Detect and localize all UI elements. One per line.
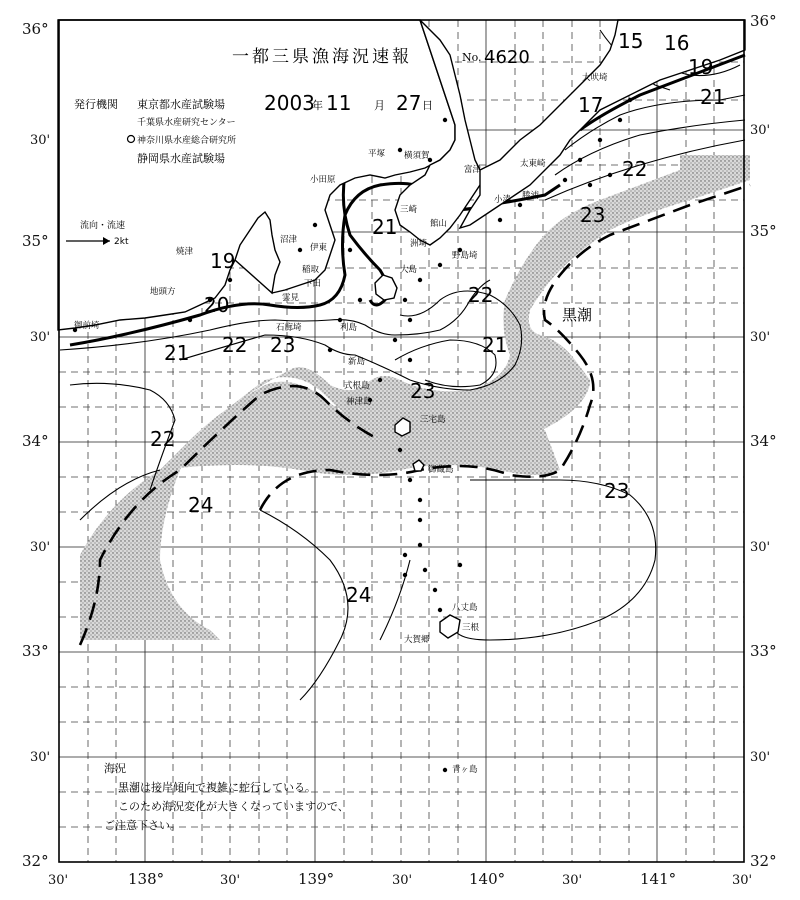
isotherm-label: 23 [604,479,630,503]
isotherm-label: 22 [468,283,494,307]
place-name: 三崎 [400,205,418,215]
lon-label: 30' [562,873,583,888]
isotherm-label: 22 [622,157,648,181]
isotherm-label: 23 [270,333,296,357]
place-name: 青ヶ島 [452,765,478,775]
place-name: 地頭方 [150,287,176,297]
lon-label: 30' [48,873,69,888]
place-name: 太東崎 [520,159,546,169]
lat-axis-left [22,20,50,870]
place-name: 神津島 [346,397,372,407]
place-name: 横須賀 [404,151,430,161]
lat-left-label: 30' [30,540,51,555]
place-name: 石廊埼 [276,323,302,333]
place-name: 小田原 [310,175,336,185]
isotherm-label: 21 [164,341,190,365]
place-name: 大島 [400,265,418,275]
lon-axis-bottom [48,870,752,888]
place-name: 新島 [348,357,366,367]
lon-label: 139° [298,870,335,888]
issue-prefix: No. [462,51,482,64]
place-name: 伊東 [310,243,328,253]
place-name: 勝浦 [522,191,540,201]
isotherm-label: 23 [410,379,436,403]
lon-label: 141° [640,870,677,888]
place-name: 稲取 [302,265,320,275]
place-name: 御蔵島 [428,465,454,475]
place-name: 野島埼 [452,251,478,261]
isotherm-label: 21 [700,85,726,109]
place-name: 三根 [462,623,480,633]
date-month: 11 [326,91,352,115]
current-legend-label: 流向・流速 [80,221,126,231]
date-year-unit: 年 [312,99,323,112]
isotherm-label: 15 [618,29,644,53]
notes-line: このため海況変化が大きくなっていますので、 [118,800,349,813]
lat-right-label: 33° [750,642,777,660]
place-name: 小湊 [494,195,512,205]
lon-label: 30' [392,873,413,888]
lat-left-label: 30' [30,750,51,765]
lat-right-label: 30' [750,330,771,345]
isotherm-label: 20 [204,293,230,317]
lat-left-label: 30' [30,133,51,148]
lat-right-label: 32° [750,852,777,870]
isotherm-label: 21 [482,333,508,357]
land-oshima [375,275,397,300]
place-name: 三宅島 [420,415,446,425]
place-name: 平塚 [368,149,386,159]
place-name: 利島 [340,323,358,333]
issuer-chiba: 千葉県水産研究センター [137,118,236,128]
place-name: 下田 [304,279,322,289]
place-name: 雲見 [282,293,300,303]
lat-left-label: 30' [30,330,51,345]
lon-label: 30' [220,873,241,888]
isotherm-label: 19 [688,55,714,79]
lat-left-label: 33° [22,642,49,660]
lat-right-label: 30' [750,540,771,555]
lat-right-label: 30' [750,750,771,765]
isotherm-label: 17 [578,93,604,117]
lat-right-label: 35° [750,222,777,240]
date-month-unit: 月 [374,99,385,112]
issuer-shizuoka: 静岡県水産試験場 [137,152,225,165]
place-name: 御前埼 [74,321,100,331]
notes-line: ご注意下さい。 [104,819,181,832]
bulletin-title: 一都三県漁海況速報 [232,47,412,67]
issue-number: 4620 [484,47,530,68]
isotherm-label: 19 [210,249,236,273]
issuer-kanagawa: 神奈川県水産総合研究所 [137,136,237,146]
lat-right-label: 34° [750,432,777,450]
isotherm-label: 21 [372,215,398,239]
date-day: 27 [396,91,422,115]
current-speed-label: 2kt [114,237,129,247]
lat-right-label: 30' [750,123,771,138]
isotherm-label: 16 [664,31,690,55]
lat-left-label: 36° [22,20,49,38]
isotherm-label: 22 [222,333,248,357]
isotherm-label: 22 [150,427,176,451]
place-name: 沼津 [280,235,298,245]
issuer-label: 発行機関 [74,98,118,111]
place-name: 館山 [430,219,448,229]
isotherm-label: 23 [580,203,606,227]
date-day-unit: 日 [422,99,433,112]
issuer-tokyo: 東京都水産試験場 [137,98,225,111]
place-name: 八丈島 [452,603,478,613]
notes-line: 黒潮は接岸傾向で複雑に蛇行している。 [118,781,316,794]
land-hachijo [440,615,460,638]
place-name: 式根島 [344,381,370,391]
kuroshio-label: 黒潮 [562,306,593,324]
lat-left-label: 34° [22,432,49,450]
lon-label: 140° [469,870,506,888]
lat-left-label: 32° [22,852,49,870]
sea-condition-notes [104,761,349,832]
isotherm-label: 24 [188,493,214,517]
place-name: 洲埼 [410,239,428,249]
isotherm-label: 24 [346,583,372,607]
lon-label: 30' [732,873,753,888]
lat-left-label: 35° [22,232,49,250]
lon-label: 138° [128,870,165,888]
date-year: 2003 [264,91,315,115]
notes-heading: 海況 [104,762,126,775]
lat-axis-right [750,12,777,870]
place-name: 大吠埼 [582,73,608,83]
place-name: 富津 [464,165,482,175]
place-name: 焼津 [176,247,194,257]
place-name: 大賀郷 [404,635,430,645]
lat-right-label: 36° [750,12,777,30]
